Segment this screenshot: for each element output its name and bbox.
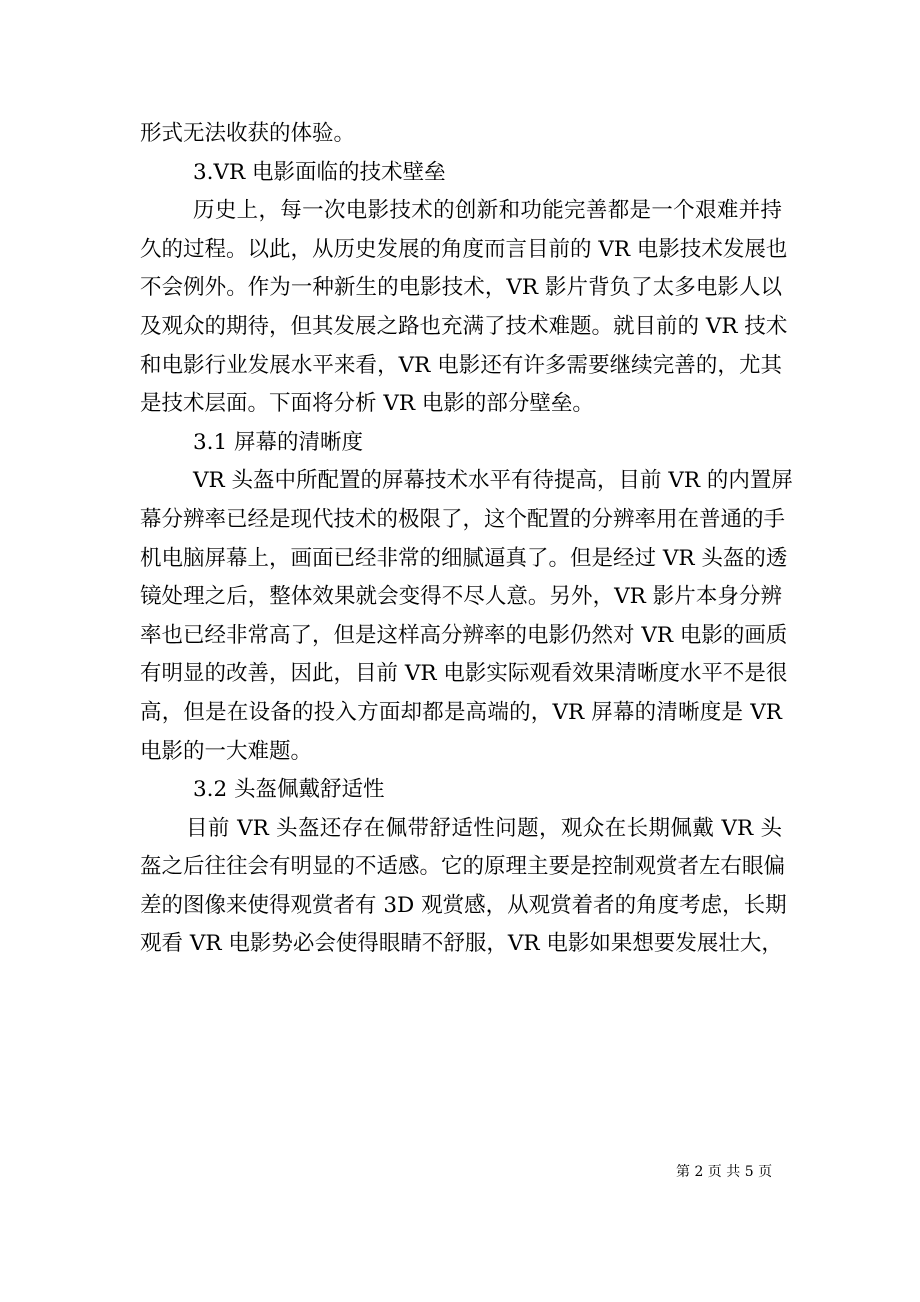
- paragraph-line: 观看 VR 电影势必会使得眼睛不舒服，VR 电影如果想要发展壮大，: [140, 931, 783, 957]
- paragraph-line: 历史上，每一次电影技术的创新和功能完善都是一个艰难并持: [193, 198, 782, 224]
- paragraph-line: 高，但是在设备的投入方面却都是高端的，VR 屏幕的清晰度是 VR: [140, 699, 782, 725]
- paragraph-line: 有明显的改善，因此，目前 VR 电影实际观看效果清晰度水平不是很: [140, 661, 788, 687]
- paragraph-line: 电影的一大难题。: [140, 738, 313, 764]
- paragraph-line: 及观众的期待，但其发展之路也充满了技术难题。就目前的 VR 技术: [140, 313, 788, 339]
- paragraph-line: 目前 VR 头盔还存在佩带舒适性问题，观众在长期佩戴 VR 头: [186, 815, 782, 841]
- paragraph-line: VR 头盔中所配置的屏幕技术水平有待提高，目前 VR 的内置屏: [193, 468, 793, 494]
- paragraph-line: 差的图像来使得观赏者有 3D 观赏感，从观赏着者的角度考虑，长期: [140, 892, 787, 918]
- paragraph-line: 率也已经非常高了，但是这样高分辨率的电影仍然对 VR 电影的画质: [140, 622, 788, 648]
- paragraph-line: 形式无法收获的体验。: [140, 121, 356, 146]
- paragraph-line: 不会例外。作为一种新生的电影技术，VR 影片背负了太多电影人以: [140, 275, 782, 301]
- paragraph-line: 镜处理之后，整体效果就会变得不尽人意。另外，VR 影片本身分辨: [140, 584, 782, 610]
- section-heading: 3.VR 电影面临的技术壁垒: [193, 159, 446, 185]
- paragraph-line: 机电脑屏幕上，画面已经非常的细腻逼真了。但是经过 VR 头盔的透: [140, 545, 788, 571]
- paragraph-line: 盔之后往往会有明显的不适感。它的原理主要是控制观赏者左右眼偏: [140, 854, 786, 880]
- paragraph-line: 幕分辨率已经是现代技术的极限了，这个配置的分辨率用在普通的手: [140, 506, 786, 532]
- section-heading: 3.1 屏幕的清晰度: [193, 429, 364, 455]
- paragraph-line: 和电影行业发展水平来看，VR 电影还有许多需要继续完善的，尤其: [140, 352, 782, 378]
- body-text: [140, 115, 793, 964]
- paragraph-line: 是技术层面。下面将分析 VR 电影的部分壁垒。: [140, 391, 594, 417]
- section-heading: 3.2 头盔佩戴舒适性: [193, 777, 385, 803]
- paragraph-line: 久的过程。以此，从历史发展的角度而言目前的 VR 电影技术发展也: [140, 236, 788, 262]
- page-number-footer: 第 2 页 共 5 页: [676, 1164, 773, 1180]
